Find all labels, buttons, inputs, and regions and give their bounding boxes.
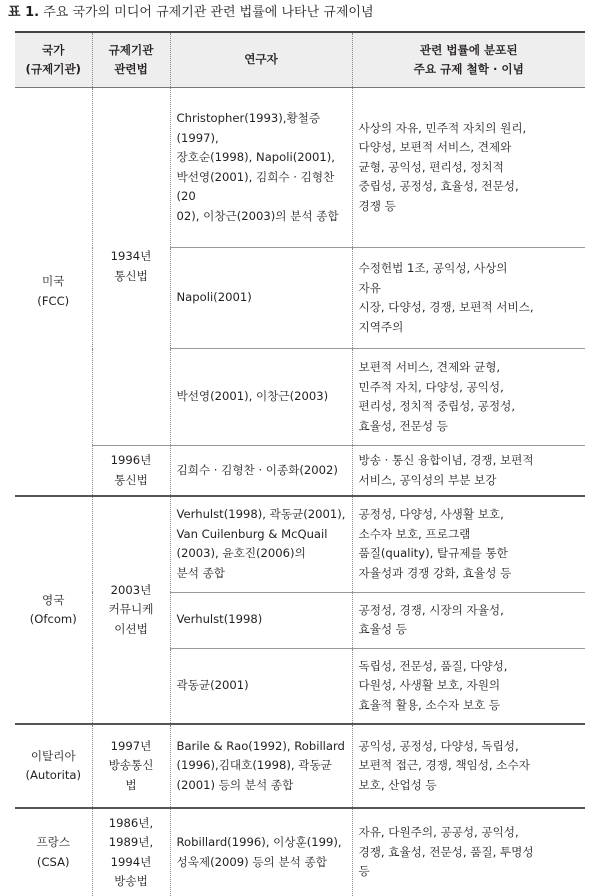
law-us-1996: 1996년 통신법	[92, 446, 170, 497]
researcher-cell: Christopher(1993),황철증(1997), 장호순(1998), Napoli(2001), 박선영(2001), 김희수 · 김형찬(20 02), 이창근(2003)의 분석 종합	[170, 88, 352, 248]
law-it-1997: 1997년 방송통신 법	[92, 724, 170, 808]
researcher-cell: 김희수 · 김형찬 · 이종화(2002)	[170, 446, 352, 497]
table-caption-label: 표 1.	[8, 5, 40, 20]
philosophy-cell: 보편적 서비스, 견제와 균형, 민주적 자치, 다양성, 공익성, 편리성, 정치적 중립성, 공정성, 효율성, 전문성 등	[352, 349, 585, 446]
table-header-row	[15, 32, 585, 88]
header-philosophy: 관련 법률에 분포된 주요 규제 철학 · 이념	[352, 32, 585, 88]
table-caption	[8, 4, 374, 22]
researcher-cell: Napoli(2001)	[170, 248, 352, 349]
philosophy-cell: 사상의 자유, 민주적 자치의 원리, 다양성, 보편적 서비스, 견제와 균형, 공익성, 편리성, 정치적 중립성, 공정성, 효율성, 전문성, 경쟁 등	[352, 88, 585, 248]
philosophy-cell: 공익성, 공정성, 다양성, 독립성, 보편적 접근, 경쟁, 책임성, 소수자 보호, 산업성 등	[352, 724, 585, 808]
country-usa: 미국 (FCC)	[15, 88, 92, 497]
researcher-cell: Verhulst(1998)	[170, 592, 352, 648]
regulation-philosophy-table	[15, 31, 585, 896]
philosophy-cell: 공정성, 경쟁, 시장의 자율성, 효율성 등	[352, 592, 585, 648]
researcher-cell: Robillard(1996), 이상훈(199), 성욱제(2009) 등의 분석 종합	[170, 808, 352, 896]
researcher-cell: 곽동균(2001)	[170, 648, 352, 724]
table-row	[15, 88, 585, 248]
philosophy-cell: 방송 · 통신 융합이념, 경쟁, 보편적 서비스, 공익성의 부분 보강	[352, 446, 585, 497]
philosophy-cell: 수정헌법 1조, 공익성, 사상의 자유 시장, 다양성, 경쟁, 보편적 서비스, 지역주의	[352, 248, 585, 349]
header-law: 규제기관 관련법	[92, 32, 170, 88]
researcher-cell: Verhulst(1998), 곽동균(2001), Van Cuilenburg & McQuail (2003), 윤호진(2006)의 분석 종합	[170, 496, 352, 592]
philosophy-cell: 공정성, 다양성, 사생활 보호, 소수자 보호, 프로그램 품질(quality), 탈규제를 통한 자율성과 경쟁 강화, 효율성 등	[352, 496, 585, 592]
header-country: 국가 (규제기관)	[15, 32, 92, 88]
law-fr: 1986년, 1989년, 1994년 방송법	[92, 808, 170, 896]
law-us-1934: 1934년 통신법	[92, 88, 170, 446]
country-uk: 영국 (Ofcom)	[15, 496, 92, 724]
philosophy-cell: 자유, 다원주의, 공공성, 공익성, 경쟁, 효율성, 전문성, 품질, 투명성 등	[352, 808, 585, 896]
law-uk-2003: 2003년 커뮤니케 이션법	[92, 496, 170, 724]
table-row	[15, 808, 585, 896]
header-researcher: 연구자	[170, 32, 352, 88]
philosophy-cell: 독립성, 전문성, 품질, 다양성, 다원성, 사생활 보호, 자원의 효율적 활용, 소수자 보호 등	[352, 648, 585, 724]
country-italy: 이탈리아 (Autorita)	[15, 724, 92, 808]
table-row	[15, 446, 585, 497]
table-row	[15, 496, 585, 592]
table-row	[15, 724, 585, 808]
table-caption-title: 주요 국가의 미디어 규제기관 관련 법률에 나타난 규제이념	[39, 5, 374, 20]
researcher-cell: Barile & Rao(1992), Robillard (1996),김대호(1998), 곽동균 (2001) 등의 분석 종합	[170, 724, 352, 808]
country-france: 프랑스 (CSA)	[36, 835, 71, 869]
researcher-cell: 박선영(2001), 이창근(2003)	[170, 349, 352, 446]
